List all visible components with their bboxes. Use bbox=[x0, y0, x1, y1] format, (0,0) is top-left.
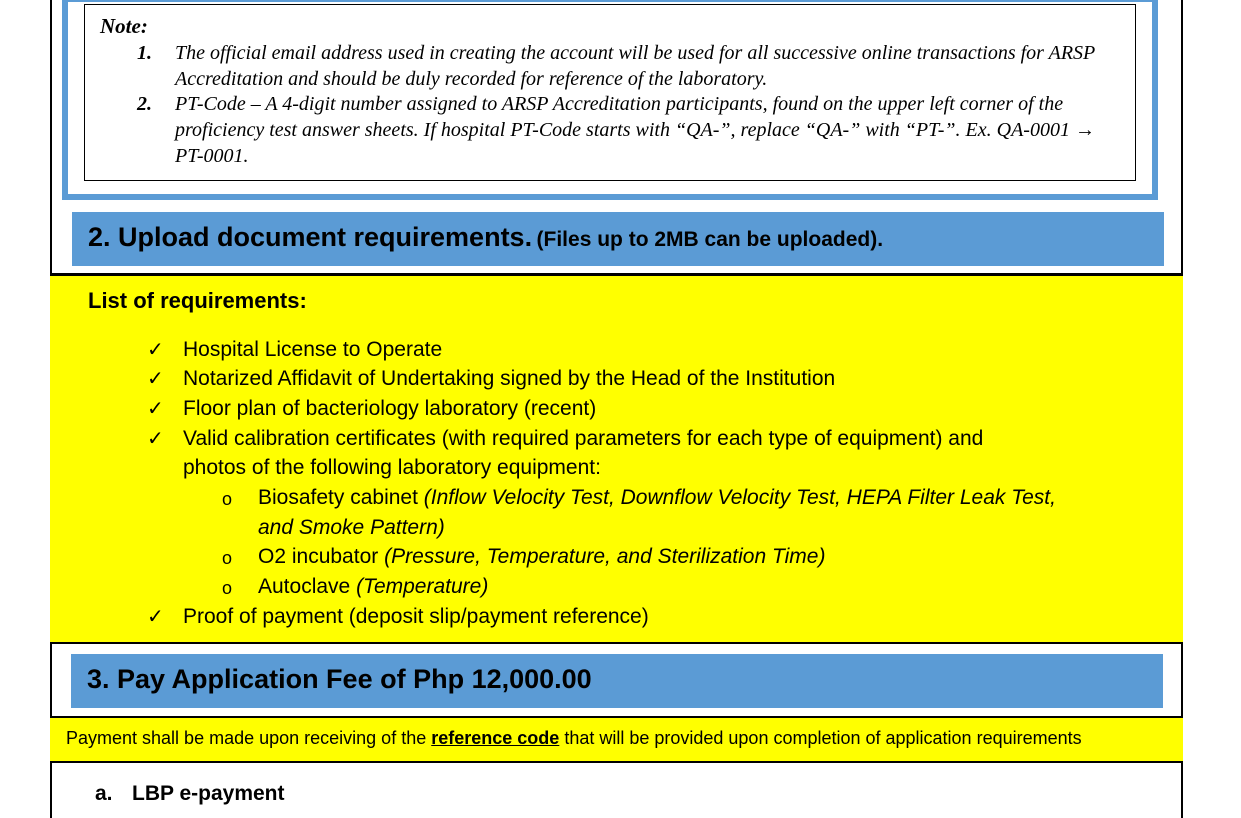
sub-item-a: a. LBP e-payment bbox=[95, 782, 285, 805]
equipment-item: Biosafety cabinet (Inflow Velocity Test, Downflow Velocity Test, HEPA Filter Leak Test, bbox=[258, 486, 1056, 509]
requirement-item: Hospital License to Operate bbox=[183, 338, 443, 361]
requirement-item: Floor plan of bacteriology laboratory (recent) bbox=[183, 397, 597, 420]
equipment-item-continued: and Smoke Pattern) bbox=[258, 516, 445, 539]
section-3-header bbox=[71, 654, 1163, 708]
circle-bullet-icon: o bbox=[222, 548, 233, 568]
requirement-item-continued: photos of the following laboratory equipment: bbox=[183, 456, 601, 479]
sub-item-a-label: LBP e-payment bbox=[132, 782, 285, 805]
requirement-item: Proof of payment (deposit slip/payment reference) bbox=[183, 605, 649, 628]
equipment-item: O2 incubator (Pressure, Temperature, and Sterilization Time) bbox=[258, 545, 826, 568]
section-2-subtitle: (Files up to 2MB can be uploaded). bbox=[536, 228, 884, 251]
circle-bullet-icon: o bbox=[222, 578, 233, 598]
check-icon: ✓ bbox=[147, 339, 164, 361]
requirement-item: Valid calibration certificates (with required parameters for each type of equipment) and bbox=[183, 427, 984, 450]
note-text: The official email address used in creating the account will be used for all successive online transactions for ARSP Accreditation and should be duly recorded for reference of the laboratory. bbox=[175, 42, 1095, 90]
payment-note: Payment shall be made upon receiving of the reference code that will be provided upon completion of application requirements bbox=[66, 728, 1082, 748]
circle-bullet-icon: o bbox=[222, 489, 233, 509]
payment-note-panel bbox=[50, 716, 1183, 763]
check-icon: ✓ bbox=[147, 368, 164, 390]
reference-code-text: reference code bbox=[431, 728, 560, 748]
note-text: PT-Code – A 4-digit number assigned to ARSP Accreditation participants, found on the upper left corner of the proficiency test answer sheets. If hospital PT-Code starts with “QA-”, replace “QA-” with “PT-”. Ex. QA-0001 → PT-0001. bbox=[175, 93, 1095, 167]
note-number: 2. bbox=[137, 93, 152, 115]
equipment-item: Autoclave (Temperature) bbox=[258, 575, 489, 598]
check-icon: ✓ bbox=[147, 606, 164, 628]
section-2-header bbox=[72, 212, 1164, 266]
section-3-title: 3. Pay Application Fee of Php 12,000.00 bbox=[87, 664, 592, 694]
check-icon: ✓ bbox=[147, 428, 164, 450]
section-2-title: 2. Upload document requirements. (Files up to 2MB can be uploaded). bbox=[88, 222, 884, 252]
note-title: Note: bbox=[100, 14, 148, 38]
check-icon: ✓ bbox=[147, 398, 164, 420]
note-number: 1. bbox=[137, 42, 152, 64]
requirement-item: Notarized Affidavit of Undertaking signed by the Head of the Institution bbox=[183, 367, 836, 390]
requirements-heading: List of requirements: bbox=[88, 288, 307, 313]
